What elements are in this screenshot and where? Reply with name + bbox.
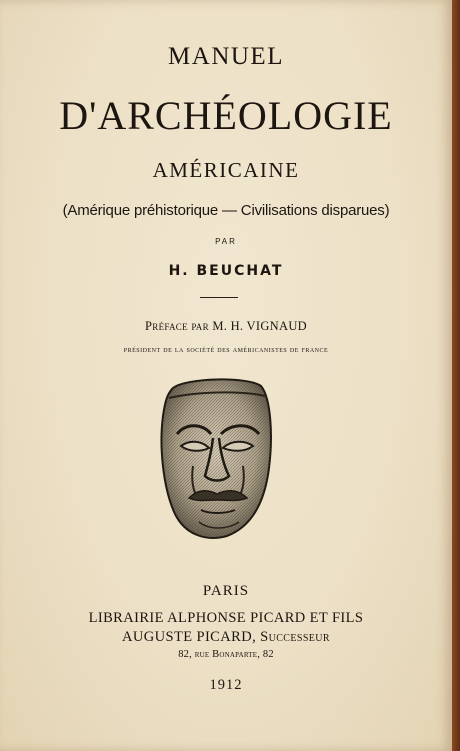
author: H. BEUCHAT [168, 263, 284, 279]
title-line-2: D'ARCHÉOLOGIE [59, 93, 393, 138]
publisher: LIBRAIRIE ALPHONSE PICARD ET FILS [88, 610, 364, 626]
title-line-3: AMÉRICAINE [152, 158, 300, 182]
successor-line [0, 630, 452, 645]
publication-year: 1912 [209, 677, 243, 693]
title-line-1: MANUEL [168, 43, 284, 70]
preface-author-role: président de la société des américanistes de france [123, 344, 329, 354]
preface-line: Préface par M. H. VIGNAUD [145, 319, 307, 333]
carved-stone-mask-icon [155, 376, 277, 542]
city: PARIS [202, 583, 250, 599]
address: 82, rue Bonaparte, 82 [178, 649, 274, 660]
by-label: PAR [215, 237, 237, 246]
subtitle: (Amérique préhistorique — Civilisations disparues) [62, 202, 390, 219]
successor-label: Successeur [260, 629, 330, 645]
successor-name: AUGUSTE PICARD, [122, 629, 257, 645]
separator-rule [200, 297, 238, 298]
page-edge [452, 0, 460, 751]
